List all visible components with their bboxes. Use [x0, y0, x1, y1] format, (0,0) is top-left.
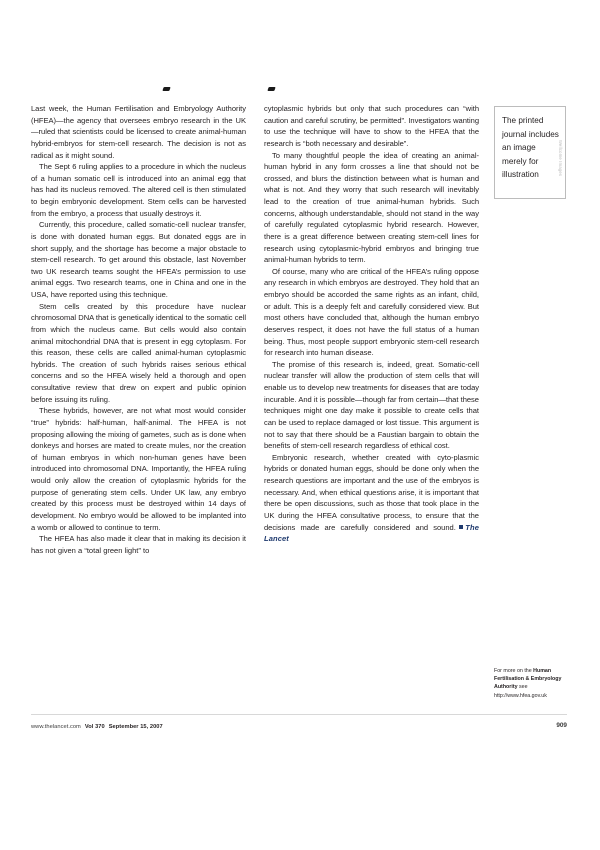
- article-body: [31, 103, 479, 556]
- paragraph: Last week, the Human Fertilisation and Embryology Authority (HFEA)—the agency that oversees embryo research in the UK—ruled that scientists could be licensed to create animal-human hybrid-embryos for stem-cell research. The decision is not as radical as it might sound.: [31, 104, 246, 160]
- reference-note-lead: For more on the: [494, 668, 534, 674]
- article-column-right: [264, 103, 479, 556]
- headline-remnant-marks: [30, 82, 500, 96]
- image-credit: Wellcome Images: [558, 140, 563, 177]
- paragraph: Stem cells created by this procedure have nuclear chromosomal DNA that is genetically identical to the somatic cell from which the nucleus came. But cells would also contain animal mitochondrial DNA that is present in egg cytoplasm. For this reason, these cells are called animal-human cytoplasmic hybrids. The creation of such hybrids raises serious ethical concerns and so the HFEA wisely held a thorough and open consultative review that drew on expert and public opinion before issuing its ruling.: [31, 301, 246, 404]
- paragraph: The HFEA has also made it clear that in making its decision it has not given a “total green light” to: [31, 534, 246, 555]
- page-number: 909: [556, 722, 567, 729]
- paragraph: To many thoughtful people the idea of creating an animal-human hybrid in any form crosses a line that should not be crossed, and blurs the distinction between what is human and what is not. And they worry that such research will inevitably lead to the creation of true animal-human hybrids. Such concerns, although understandable, should not stand in the way of carefully regulated cytoplasmic hybrid research. However, there is a great difference between creating stem-cell lines for research using cytoplasmic-hybrid embryos and bringing true animal-human hybrids to term.: [264, 150, 479, 265]
- headline-remnant-mark-left: [162, 87, 170, 91]
- image-placeholder-box: [494, 106, 566, 199]
- paragraph: cytoplasmic hybrids but only that such procedures can “with caution and careful scrutiny, be permitted”. Investigators wanting to use the technique will have to show to the HFEA that the research is “both necessary and desirable”.: [264, 104, 479, 148]
- footer-date: September 15, 2007: [108, 724, 163, 730]
- paragraph: Of course, many who are critical of the HFEA’s ruling oppose any research in which embryos are destroyed. They hold that an embryo should be accorded the same rights as an infant, child, or adult. This is a deeply felt and carefully considered view. But most others have concluded that, although the human embryo deserves respect, it does not have the full status of a human being. Thus, most people support embryonic stem-cell research for research into human disease.: [264, 266, 479, 358]
- paragraph: These hybrids, however, are not what most would consider “true” hybrids: half-human, half-animal. The HFEA is not proposing allowing the mixing of gametes, such as is done when donkeys and horses are mated to create mules, nor the creation of human embryos in which non-human genes have been introduced into chromosomal DNA. Importantly, the HFEA ruling would only allow the creation of cytoplasmic hybrids for the purpose of generating stem cells. Under UK law, any embryo created by this process must be destroyed within 14 days of development. No embryo would be allowed to be implanted into a womb or allowed to continue to term.: [31, 406, 246, 532]
- paragraph: The promise of this research is, indeed, great. Somatic-cell nuclear transfer will allow the production of stem cells that will enable us to develop new treatments for diseases that are today incurable. And it is possible—though far from certain—that these techniques might one day make it possible to create cells that can be used to replace damaged or lost tissue. This argument is not to say that there should be a Faustian bargain to obtain the benefits of stem-cell research regardless of ethical cost.: [264, 359, 479, 451]
- paragraph: Currently, this procedure, called somatic-cell nuclear transfer, is done with donated human eggs. But donated eggs are in short supply, and the shortage has become a major obstacle to stem-cell research. To get around this obstacle, last November two UK research teams sought the HFEA’s permission to use animal eggs. Two research teams, one in China and one in the USA, have reported using this technique.: [31, 220, 246, 299]
- reference-note-organisation: Human Fertilisation & Embryology Authority: [494, 668, 562, 691]
- reference-note: [494, 667, 572, 700]
- footer-volume: Vol 370: [84, 724, 105, 730]
- closing-paragraph-text: Embryonic research, whether created with cyto-plasmic hybrids or donated human eggs, should be done only when the research questions are important and the use of the embryos is necessary. And, when ethical questions arise, it is important that there be open discussions, such as those that took place in the UK during the HFEA consultative process, to ensure that the decisions made are carefully considered and sound.: [264, 452, 479, 532]
- headline-remnant-mark-right: [267, 87, 275, 91]
- image-placeholder-text: The printed journal includes an image merely for illustration: [502, 116, 559, 180]
- signature-square-icon: [459, 525, 464, 530]
- footer-divider: [31, 714, 567, 715]
- footer-source-line: [31, 724, 163, 730]
- closing-paragraph: [264, 452, 479, 545]
- article-column-left: [31, 103, 246, 556]
- paragraph: The Sept 6 ruling applies to a procedure in which the nucleus of a human somatic cell is introduced into an animal egg that has had its nucleus removed. The altered cell is then stimulated to begin embryonic development. Stem cells can be harvested from the embryo, a process that usually destroys it.: [31, 162, 246, 218]
- article-signature: The Lancet: [264, 522, 479, 544]
- footer-website[interactable]: www.thelancet.com: [31, 724, 81, 730]
- reference-note-url: see http://www.hfea.gov.uk: [494, 684, 547, 699]
